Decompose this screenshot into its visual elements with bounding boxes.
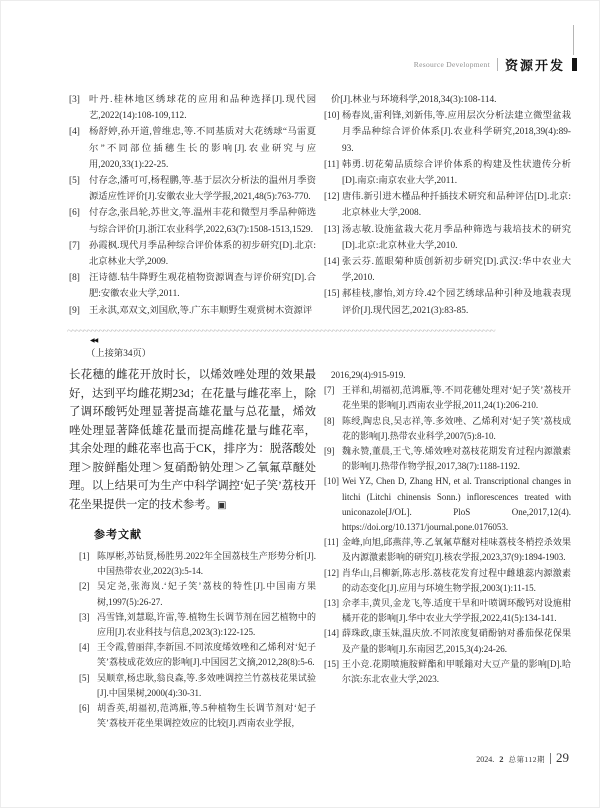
reference-number: [8] [69,273,80,284]
reference-entry [324,189,571,221]
journal-section-header [414,55,577,74]
reference-text: 杨春岚,雷利锋,刘新伟,等.应用层次分析法建立微型盆栽月季品种综合评价体系[J].农业科学研究,2018,39(4):89-93. [342,111,571,154]
reference-number: [15] [324,289,340,300]
reference-text: 付存念,张昌轮,苏世文,等.温州丰花和微型月季品种筛选与综合评价[J].浙江农业科学,2022,63(7):1508-1513,1529. [89,208,316,235]
reference-entry [324,444,571,474]
section-title-chinese: 资源开发 [504,58,565,73]
reference-number: [14] [324,628,339,639]
reference-entry [79,579,316,609]
page-number: 29 [556,750,569,765]
reference-number: [6] [79,703,90,714]
body-paragraph: 长花穗的雌花开放时长，以烯效唑处理的效果最好，达到平均雌花期23d；在花量与雌花率上，除了调环酸钙处理显著提高雄花量与总花量，烯效唑处理显著降低雄花量而提高雌花量与雌花率，其余处理的雌花率也高于CK，排序为：脱落酸处理＞胺鲜酯处理＞复硝酚钠处理＞乙氧氟草醚处理。以上结果可为生产中科学调控‘妃子笑’荔枝开花坐果提供一定的技术参考。 [69,369,316,511]
reference-number: [12] [324,192,340,203]
reference-number: [3] [79,611,90,622]
reference-entry [79,671,316,701]
references-left-column [69,92,316,319]
reference-entry [324,368,571,383]
reference-number: [14] [324,257,340,268]
reference-entry [69,124,316,173]
reference-text: 陈厚彬,苏钻贤,杨胜男.2022年全国荔枝生产形势分析[J].中国热带农业,2022(3):5-14. [97,551,316,577]
reference-text: 陈绶,陶忠良,吴志祥,等.多效唑、乙烯利对‘妃子笑’荔枝成花的影响[J].热带农业科学,2007(5):8-10. [342,415,571,441]
reference-number: [13] [324,224,340,235]
reference-entry [69,270,316,302]
reference-number: [11] [324,159,340,170]
reference-text: 薛珠政,康玉妹,温庆放.不同浓度复硝酚钠对番茄保花保果及产量的影响[J].东南园艺,2015,3(4):24-26. [342,628,571,654]
reference-text: 孙霞枫.现代月季品种综合评价体系的初步研究[D].北京:北京林业大学,2009. [89,240,316,268]
reference-text: 肖华山,吕柳新,陈志彤.荔枝花发育过程中雌雄蕊内源激素的动态变化[J].应用与环境生物学报,2003(1):11-15. [342,567,571,593]
reference-text: 张云芬.蓝眼菊种质创新初步研究[D].武汉:华中农业大学,2010. [342,257,571,284]
footer-issue: 总第112期 [508,755,545,764]
reference-number: [13] [324,598,339,609]
reference-text: 王永淇,邓双文,刘国欣,等.广东丰顺野生观赏树木资源评 [89,305,313,316]
reference-text: 冯雪锋,刘慧聪,许雷,等.植物生长调节剂在园艺植物中的应用[J].农业科技与信息,2023(3):122-125. [97,611,316,638]
reference-entry [79,701,316,731]
continued-from-note: （上接第34页） [86,349,152,359]
continued-article-section [69,338,572,731]
reference-number: [12] [324,567,339,578]
wavy-divider [67,326,573,336]
reference-entry [324,626,571,656]
footer-divider [550,753,551,764]
reference-text: 叶丹.桂林地区绣球花的应用和品种选择[J].现代园艺,2022(14):108-109,112. [89,95,316,122]
reference-text: 胡香英,胡福初,范鸿雁,等.5种植物生长调节剂对‘妃子笑’荔枝开花坐果调控效应的比较[J].西南农业学报, [97,703,316,729]
reference-text: 郝桂枝,廖怡,刘方玲.42个园艺绣球品种引种及地栽表现评价[J].现代园艺,2021(3):83-85. [342,289,571,316]
reference-text: 杨舒婷,孙开道,曾维忠,等.不同基质对大花绣球“马雷夏尔”不同部位插穗生长的影响[J].农业研究与应用,2020,33(1):22-25. [89,127,316,170]
reference-text: 吴定尧,张海岚.‘妃子笑’荔枝的特性[J].中国南方果树,1997(5):26-27. [97,581,316,607]
reference-entry [324,566,571,596]
reference-entry [324,108,571,157]
reference-number: [3] [69,95,80,105]
continuation-arrows-icon: ◀◀ [90,338,98,344]
top-references-section [69,92,572,319]
article-references-right [324,368,571,687]
reference-entry [69,173,316,205]
reference-number: [10] [324,111,340,122]
reference-text: 王令霞,曾丽萍,李新国.不同浓度烯效唑和乙烯利对‘妃子笑’荔枝成花效应的影响[J].中国园艺文摘,2012,28(8):5-6. [97,642,316,668]
reference-text: 魏永赞,董晨,王弋,等.烯效唑对荔枝花期发育过程内源激素的影响[J].热带作物学报,2017,38(7):1188-1192. [342,446,571,472]
header-black-bar [572,58,577,71]
reference-number: [4] [69,127,80,138]
reference-entry [324,596,571,626]
reference-number: [5] [79,672,90,683]
reference-entry [324,254,571,286]
article-end-mark-icon: ▣ [217,499,227,511]
reference-entry [79,640,316,670]
reference-text: 付存念,潘可可,杨程鹏,等.基于层次分析法的温州月季资源适应性评价[J].安徽农业大学学报,2021,48(5):763-770. [89,176,316,203]
reference-text: Wei YZ, Chen D, Zhang HN, et al. Transcriptional changes in litchi (Litchi chinensis Sonn.) inflorescences treated with uniconazole[J/OL]. PloS One,2017,12(4). https://doi.org/10.1371/journal.pone.0176053. [342,476,571,533]
reference-entry [69,92,316,124]
header-vertical-rule [573,25,574,55]
reference-number: [1] [79,551,90,561]
reference-text: 汪诗德.牯牛降野生观花植物资源调查与评价研究[D].合肥:安徽农业大学,2011. [89,273,316,300]
article-left-column [69,338,316,731]
article-right-column [324,338,571,731]
reference-entry [69,303,316,319]
references-right-column [324,92,571,319]
reference-entry [324,92,571,108]
reference-number: [9] [324,446,335,457]
reference-entry [324,222,571,254]
reference-text: 王祥和,胡福初,范鸿雁,等.不同花穗处理对‘妃子笑’荔枝开花坐果的影响[J].西南农业学报,2011,24(1):206-210. [342,385,571,411]
reference-entry [324,286,571,318]
reference-number: [7] [324,385,335,396]
reference-number: [4] [79,642,90,653]
article-body-text [69,366,316,515]
reference-entry [69,205,316,237]
reference-entry [324,414,571,444]
reference-entry [69,238,316,270]
reference-number: [7] [69,240,80,251]
section-title-english: Resource Development [413,60,490,69]
reference-number: [6] [69,208,80,219]
reference-text: 吴顺章,杨忠耿,翁良森,等.多效唑调控兰竹荔枝花果试验[J].中国果树,2000(4):30-31. [97,672,316,698]
reference-entry [324,657,571,687]
reference-text: 金峰,向旭,邱燕萍,等.乙氧氟草醚对桂味荔枝冬梢控杀效果及内源激素影响的研究[J].核农学报,2023,37(9):1894-1903. [342,537,571,563]
reference-number: [11] [324,537,339,548]
reference-text: 2016,29(4):915-919. [331,370,406,380]
footer-year: 2024. [476,755,495,764]
reference-entry [79,610,316,640]
reference-entry [79,549,316,579]
reference-text: 韩勇.切花菊品质综合评价体系的构建及性状遗传分析[D].南京:南京农业大学,2011. [342,159,571,187]
reference-number: [10] [324,476,339,487]
references-heading: 参考文献 [94,529,142,541]
footer-month: 2 [499,754,504,764]
reference-number: [9] [69,305,80,316]
article-references-left [69,549,316,731]
reference-entry [324,474,571,535]
page-footer [476,750,569,766]
reference-number: [2] [79,581,90,592]
reference-number: [8] [324,415,335,426]
reference-text: 佘孝丰,黄贝,金龙飞,等.适度干旱和叶喷调环酸钙对设施柑橘开花的影响[J].华中农业大学学报,2022,41(5):134-141. [342,598,571,624]
reference-text: 价[J].林业与环境科学,2018,34(3):108-114. [331,95,497,105]
reference-entry [324,157,571,189]
reference-number: [5] [69,176,80,187]
reference-entry [324,535,571,565]
reference-entry [324,383,571,413]
reference-number: [15] [324,658,339,669]
reference-text: 唐伟.新引进木槿品种扦插技术研究和品种评估[D].北京:北京林业大学,2008. [342,192,571,219]
reference-text: 汤志敏.设施盆栽大花月季品种筛选与栽培技术的研究[D].北京:北京林业大学,2010. [342,224,571,251]
reference-text: 王小竞.花期喷施胺鲜酯和甲哌鎓对大豆产量的影响[D].哈尔滨:东北农业大学,2023. [342,658,571,685]
header-divider [497,58,498,71]
